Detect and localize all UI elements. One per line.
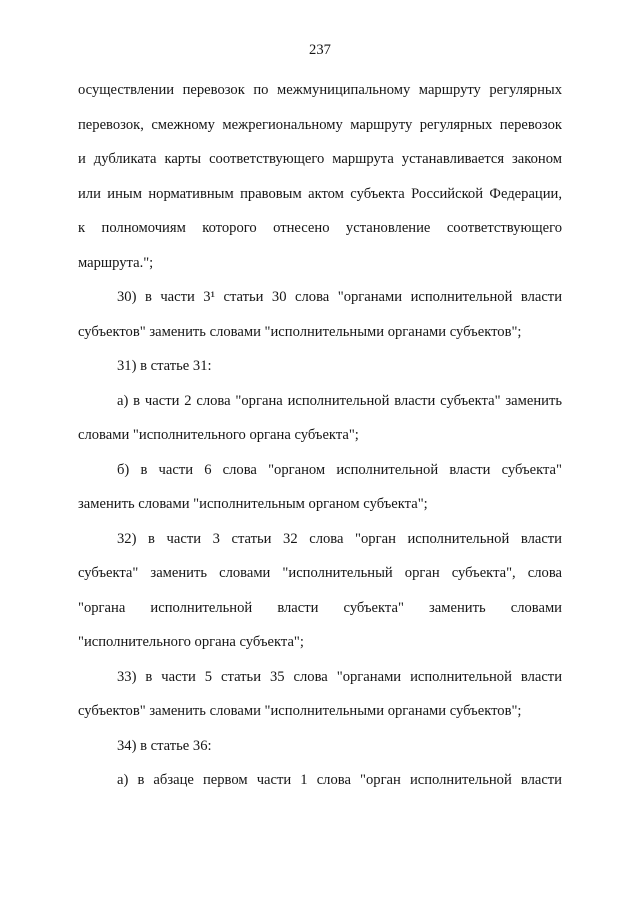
item-31-b bbox=[78, 453, 562, 522]
document-body bbox=[78, 73, 562, 798]
text-line: 31) в статье 31: bbox=[117, 358, 212, 374]
text-line: и дубликата карты соответствующего маршрута устанавливается законом bbox=[78, 151, 562, 167]
text-line: б) в части 6 слова "органом исполнительной власти субъекта" bbox=[117, 461, 562, 478]
item-31 bbox=[78, 349, 562, 384]
text-line: маршрута."; bbox=[78, 254, 154, 271]
text-line: субъектов" заменить словами "исполнительными органами субъектов"; bbox=[78, 323, 522, 340]
text-line: а) в абзаце первом части 1 слова "орган исполнительной власти bbox=[117, 772, 562, 788]
text-line: "исполнительного органа субъекта"; bbox=[78, 634, 304, 650]
text-line: а) в части 2 слова "органа исполнительной власти субъекта" заменить bbox=[117, 392, 562, 409]
item-34-a bbox=[78, 763, 562, 798]
item-34 bbox=[78, 729, 562, 764]
text-line: субъекта" заменить словами "исполнительный орган субъекта", слова bbox=[78, 565, 562, 581]
page-number: 237 bbox=[309, 42, 331, 58]
text-line: 34) в статье 36: bbox=[117, 737, 212, 754]
text-line: заменить словами "исполнительным органом субъекта"; bbox=[78, 496, 428, 512]
item-31-a bbox=[78, 384, 562, 453]
item-33 bbox=[78, 660, 562, 729]
text-line: 30) в части 3¹ статьи 30 слова "органами исполнительной власти bbox=[117, 289, 562, 305]
text-line: перевозок, смежному межрегиональному маршруту регулярных перевозок bbox=[78, 116, 562, 133]
item-30 bbox=[78, 280, 562, 349]
item-32 bbox=[78, 522, 562, 660]
text-line: 32) в части 3 статьи 32 слова "орган исполнительной власти bbox=[117, 530, 562, 547]
paragraph-continuation bbox=[78, 73, 562, 280]
text-line: 33) в части 5 статьи 35 слова "органами исполнительной власти bbox=[117, 668, 562, 685]
text-line: субъектов" заменить словами "исполнительными органами субъектов"; bbox=[78, 703, 522, 719]
text-line: к полномочиям которого отнесено установление соответствующего bbox=[78, 220, 562, 236]
text-line: или иным нормативным правовым актом субъекта Российской Федерации, bbox=[78, 185, 562, 202]
text-line: "органа исполнительной власти субъекта" заменить словами bbox=[78, 599, 562, 616]
text-line: осуществлении перевозок по межмуниципальному маршруту регулярных bbox=[78, 82, 562, 98]
text-line: словами "исполнительного органа субъекта"; bbox=[78, 427, 359, 443]
